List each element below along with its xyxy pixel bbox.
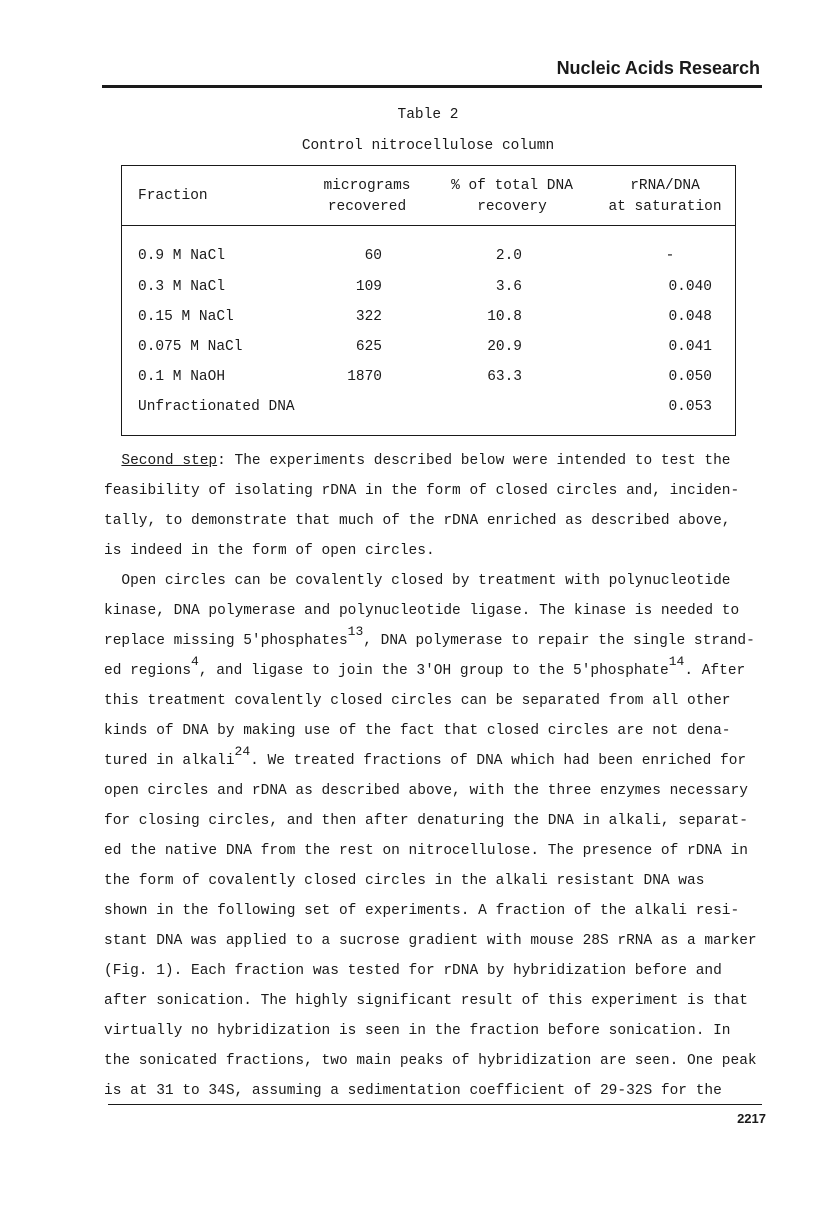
reference-14: 14 [668,654,685,670]
table-caption: Control nitrocellulose column [301,138,555,154]
cell-ratio: 0.040 [668,279,712,295]
cell-fraction: Unfractionated DNA [138,399,295,415]
text-line: is indeed in the form of open circles. [104,543,435,559]
text-line: kinase, DNA polymerase and polynucleotide ligase. The kinase is needed to [104,603,740,619]
cell-fraction: 0.075 M NaCl [138,339,243,355]
reference-4: 4 [191,654,199,670]
text-line: tally, to demonstrate that much of the rDNA enriched as described above, [104,513,731,529]
cell-micrograms: 625 [355,339,382,355]
text-line: Second step: The experiments described below were intended to test the [121,453,731,469]
column-header-micrograms: micrograms recovered [323,178,411,215]
reference-13: 13 [347,624,364,640]
table-label: Table 2 [397,107,459,123]
text-line: stant DNA was applied to a sucrose gradient with mouse 28S rRNA as a marker [104,933,757,949]
text-line: shown in the following set of experiments. A fraction of the alkali resi- [104,903,740,919]
text-line: feasibility of isolating rDNA in the form of closed circles and, inciden- [104,483,740,499]
text-line: the sonicated fractions, two main peaks of hybridization are seen. One peak [104,1053,757,1069]
text-line: the form of covalently closed circles in the alkali resistant DNA was [104,873,705,889]
cell-ratio: 0.048 [668,309,712,325]
text-line: is at 31 to 34S, assuming a sedimentation coefficient of 29-32S for the [104,1083,722,1099]
text-line: kinds of DNA by making use of the fact that closed circles are not dena- [104,723,731,739]
text-line: (Fig. 1). Each fraction was tested for rDNA by hybridization before and [104,963,722,979]
column-header-percent: % of total DNA recovery [451,178,573,215]
header-rule [102,85,762,88]
journal-title: Nucleic Acids Research [556,58,760,78]
cell-micrograms: 322 [355,309,382,325]
text-line: tured in alkali$^{24}$. We treated fractions of DNA which had been enriched for [104,744,747,769]
text-line: after sonication. The highly significant result of this experiment is that [104,993,748,1009]
cell-fraction: 0.9 M NaCl [138,248,226,264]
text-line: open circles and rDNA as described above, with the three enzymes necessary [104,783,748,799]
footer-rule [108,1104,762,1105]
text-line: this treatment covalently closed circles can be separated from all other [104,693,731,709]
cell-fraction: 0.1 M NaOH [138,369,226,385]
text-line: virtually no hybridization is seen in the fraction before sonication. In [104,1023,731,1039]
cell-percent: 20.9 [487,339,522,355]
text-line: replace missing 5'phosphates$^{13}$, DNA polymerase to repair the single strand- [104,624,755,649]
cell-ratio: - [665,248,675,264]
cell-micrograms: 60 [364,248,382,264]
text-line: Open circles can be covalently closed by treatment with polynucleotide [104,573,731,589]
cell-micrograms: 1870 [347,369,382,385]
body-text [104,446,757,1106]
section-heading: Second step [121,453,218,469]
cell-percent: 2.0 [495,248,522,264]
column-header-ratio: rRNA/DNA at saturation [608,178,722,215]
cell-percent: 63.3 [487,369,522,385]
cell-ratio: 0.041 [668,339,712,355]
data-table [121,165,736,436]
cell-fraction: 0.3 M NaCl [138,279,226,295]
cell-micrograms: 109 [355,279,382,295]
cell-percent: 10.8 [487,309,522,325]
cell-ratio: 0.050 [668,369,712,385]
reference-24: 24 [234,744,251,760]
text-line: ed the native DNA from the rest on nitrocellulose. The presence of rDNA in [104,843,748,859]
table-header-rule [122,225,735,226]
column-header-fraction: Fraction [138,188,208,204]
page-number: 2217 [737,1111,766,1126]
cell-percent: 3.6 [495,279,522,295]
text-line: ed regions$^4$, and ligase to join the 3'OH group to the 5'phosphate$^{14}$. After [104,654,746,679]
text-line: for closing circles, and then after denaturing the DNA in alkali, separat- [104,813,748,829]
cell-ratio: 0.053 [668,399,712,415]
cell-fraction: 0.15 M NaCl [138,309,234,325]
